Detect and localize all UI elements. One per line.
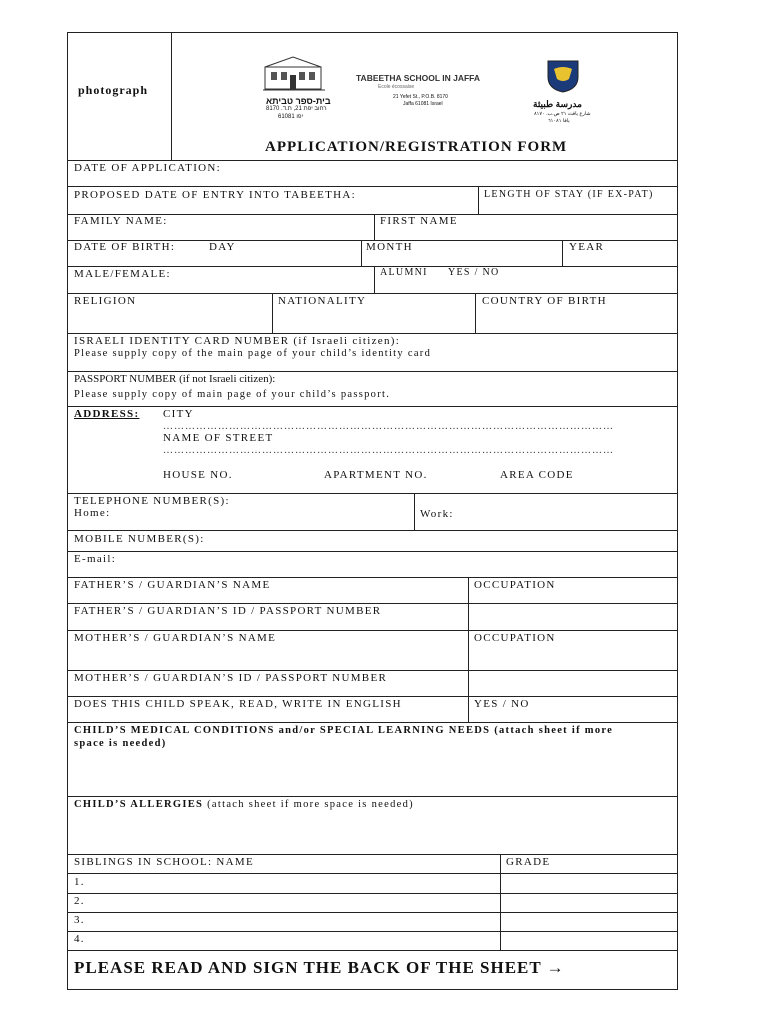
apartment-no-label: APARTMENT NO. bbox=[324, 469, 428, 481]
sibling-row-3: 3. bbox=[74, 914, 85, 926]
mother-id-label: MOTHER’S / GUARDIAN’S ID / PASSPORT NUMBER bbox=[74, 672, 388, 684]
allergies-label bbox=[74, 798, 414, 811]
passport-label: PASSPORT NUMBER (if not Israeli citizen): bbox=[74, 373, 276, 385]
school-address-hebrew-2: יפו 61081 bbox=[278, 114, 304, 120]
school-name-arabic: مدرسة طبيثة bbox=[533, 99, 582, 109]
school-address-hebrew-1: רחוב יפת 21, ת.ד. 8170 bbox=[266, 106, 327, 112]
home-phone-label: Home: bbox=[74, 507, 111, 519]
photograph-box-label: photograph bbox=[78, 83, 149, 97]
mobile-label: MOBILE NUMBER(S): bbox=[74, 533, 205, 545]
father-id-label: FATHER’S / GUARDIAN’S ID / PASSPORT NUMBER bbox=[74, 605, 382, 617]
male-female-label: MALE/FEMALE: bbox=[74, 268, 171, 280]
father-occupation-label: OCCUPATION bbox=[474, 579, 556, 591]
street-label: NAME OF STREET bbox=[163, 432, 274, 444]
city-dotted-line: …………………………………………………………………………………………………………… bbox=[163, 421, 614, 432]
house-no-label: HOUSE NO. bbox=[163, 469, 233, 481]
passport-note: Please supply copy of main page of your child’s passport. bbox=[74, 389, 391, 400]
school-name-english: TABEETHA SCHOOL IN JAFFA bbox=[356, 73, 481, 83]
father-name-label: FATHER’S / GUARDIAN’S NAME bbox=[74, 579, 271, 591]
nationality-label: NATIONALITY bbox=[278, 295, 367, 307]
dob-day-label: DAY bbox=[209, 241, 236, 253]
siblings-grade-label: GRADE bbox=[506, 856, 551, 868]
school-address-arabic-2: يافا ٦١٠٨١ bbox=[548, 118, 570, 124]
dob-year-label: YEAR bbox=[569, 241, 605, 253]
street-dotted-line: …………………………………………………………………………………………………………… bbox=[163, 445, 614, 456]
israeli-id-note: Please supply copy of the main page of your child’s identity card bbox=[74, 348, 432, 359]
registration-form bbox=[67, 32, 678, 990]
israeli-id-label: ISRAELI IDENTITY CARD NUMBER (if Israeli citizen): bbox=[74, 335, 401, 347]
allergies-title: CHILD’S ALLERGIES bbox=[74, 799, 204, 810]
address-label: ADDRESS: bbox=[74, 408, 140, 420]
english-yes-no: YES / NO bbox=[474, 698, 530, 710]
medical-conditions-label-2: space is needed) bbox=[74, 738, 167, 749]
school-name-hebrew: בית-ספר טביתא bbox=[266, 96, 331, 106]
dob-month-label: MONTH bbox=[366, 241, 413, 253]
date-of-application-label: DATE OF APPLICATION: bbox=[74, 162, 222, 174]
school-subtitle: Ecole écossaise bbox=[378, 84, 415, 90]
school-address-english-1: 21 Yefet St., P.O.B. 8170 bbox=[393, 94, 448, 100]
alumni-label: ALUMNI bbox=[380, 267, 428, 278]
proposed-entry-label: PROPOSED DATE OF ENTRY INTO TABEETHA: bbox=[74, 189, 356, 201]
email-label: E-mail: bbox=[74, 553, 117, 565]
work-phone-label: Work: bbox=[420, 508, 454, 520]
siblings-label: SIBLINGS IN SCHOOL: NAME bbox=[74, 856, 255, 868]
english-question-label: DOES THIS CHILD SPEAK, READ, WRITE IN ENGLISH bbox=[74, 698, 402, 710]
medical-conditions-label: CHILD’S MEDICAL CONDITIONS and/or SPECIAL LEARNING NEEDS (attach sheet if more bbox=[74, 725, 614, 736]
dob-label: DATE OF BIRTH: bbox=[74, 241, 176, 253]
footer-instruction: PLEASE READ AND SIGN THE BACK OF THE SHEET → bbox=[74, 958, 565, 977]
first-name-label: FIRST NAME bbox=[380, 215, 458, 227]
school-address-arabic-1: شارع يافث ٢١ ص.ب. ٨١٧٠ bbox=[534, 111, 591, 117]
school-crest-icon bbox=[545, 59, 581, 93]
city-label: CITY bbox=[163, 408, 194, 420]
sibling-row-2: 2. bbox=[74, 895, 85, 907]
form-title: APPLICATION/REGISTRATION FORM bbox=[265, 139, 568, 155]
school-building-logo bbox=[263, 55, 325, 93]
religion-label: RELIGION bbox=[74, 295, 137, 307]
school-address-english-2: Jaffa 61081 Israel bbox=[403, 101, 443, 107]
mother-name-label: MOTHER’S / GUARDIAN’S NAME bbox=[74, 632, 277, 644]
sibling-row-1: 1. bbox=[74, 876, 85, 888]
length-of-stay-label: LENGTH OF STAY (IF EX-PAT) bbox=[484, 189, 654, 200]
mother-occupation-label: OCCUPATION bbox=[474, 632, 556, 644]
telephone-label: TELEPHONE NUMBER(S): bbox=[74, 495, 230, 507]
alumni-yes-no: YES / NO bbox=[448, 267, 500, 278]
sibling-row-4: 4. bbox=[74, 933, 85, 945]
allergies-note: (attach sheet if more space is needed) bbox=[207, 799, 414, 810]
area-code-label: AREA CODE bbox=[500, 469, 574, 481]
family-name-label: FAMILY NAME: bbox=[74, 215, 168, 227]
country-of-birth-label: COUNTRY OF BIRTH bbox=[482, 295, 607, 307]
